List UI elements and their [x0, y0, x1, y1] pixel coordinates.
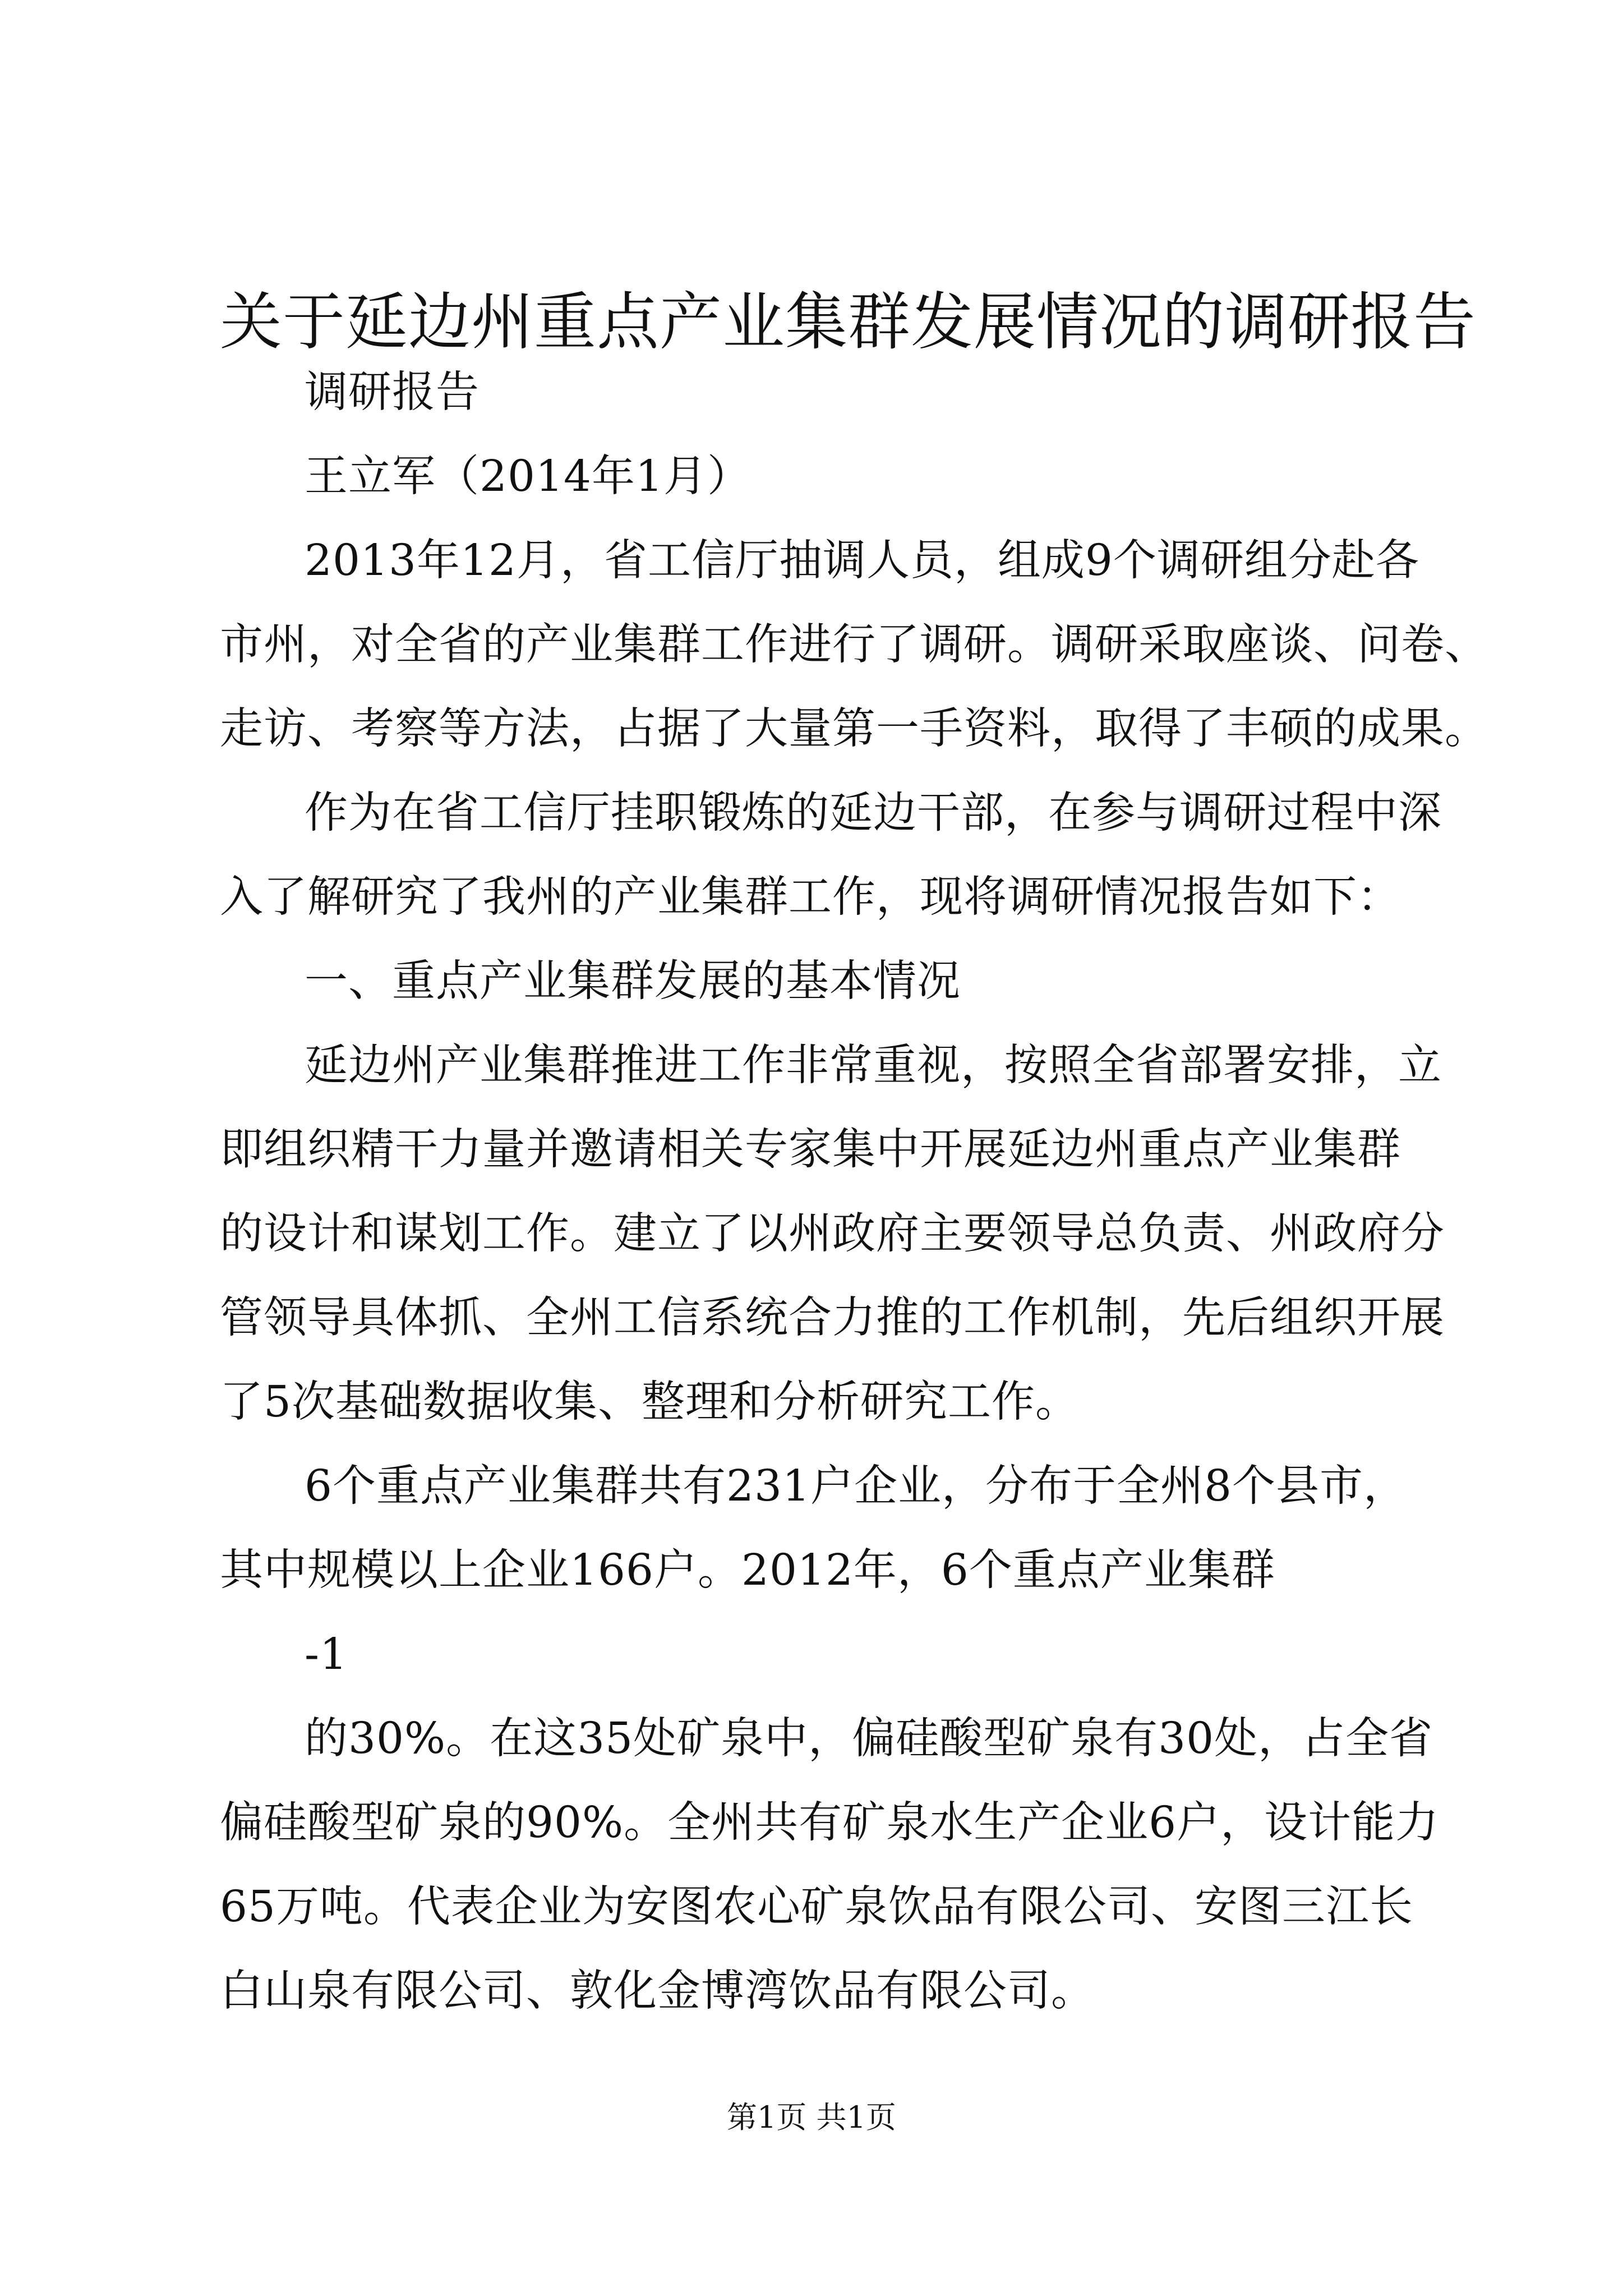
page-footer: 第1页 共1页 — [727, 2100, 896, 2135]
paragraph-line: 市州，对全省的产业集群工作进行了调研。调研采取座谈、问卷、 — [220, 620, 1488, 670]
doc-type-line: 调研报告 — [305, 367, 479, 417]
paragraph-line: 6个重点产业集群共有231户企业，分布于全州8个县市， — [305, 1461, 1407, 1511]
document-title: 关于延边州重点产业集群发展情况的调研报告 — [220, 286, 1477, 358]
paragraph-line: 的30%。在这35处矿泉中，偏硅酸型矿泉有30处，占全省 — [305, 1714, 1433, 1764]
paragraph-line: 了5次基础数据收集、整理和分析研究工作。 — [220, 1377, 1079, 1427]
paragraph-line: 管领导具体抓、全州工信系统合力推的工作机制，先后组织开展 — [220, 1293, 1445, 1343]
section-heading: 一、重点产业集群发展的基本情况 — [305, 956, 961, 1006]
paragraph-line: 延边州产业集群推进工作非常重视，按照全省部署安排，立 — [305, 1041, 1442, 1091]
paragraph-line: 的设计和谋划工作。建立了以州政府主要领导总负责、州政府分 — [220, 1209, 1445, 1259]
paragraph-line: 白山泉有限公司、敦化金博湾饮品有限公司。 — [220, 1966, 1095, 2016]
paragraph-line: 其中规模以上企业166户。2012年，6个重点产业集群 — [220, 1545, 1275, 1595]
paragraph-line: 2013年12月，省工信厅抽调人员，组成9个调研组分赴各 — [305, 536, 1419, 586]
paragraph-line: 走访、考察等方法，占据了大量第一手资料，取得了丰硕的成果。 — [220, 704, 1488, 754]
paragraph-line: 偏硅酸型矿泉的90%。全州共有矿泉水生产企业6户，设计能力 — [220, 1798, 1440, 1848]
paragraph-line: 即组织精干力量并邀请相关专家集中开展延边州重点产业集群 — [220, 1125, 1401, 1175]
paragraph-line: 65万吨。代表企业为安图农心矿泉饮品有限公司、安图三江长 — [220, 1882, 1413, 1932]
inline-page-marker: -1 — [305, 1630, 348, 1680]
paragraph-line: 入了解研究了我州的产业集群工作，现将调研情况报告如下： — [220, 872, 1401, 922]
paragraph-line: 作为在省工信厅挂职锻炼的延边干部，在参与调研过程中深 — [305, 788, 1442, 838]
author-date-line: 王立军（2014年1月） — [305, 452, 751, 501]
